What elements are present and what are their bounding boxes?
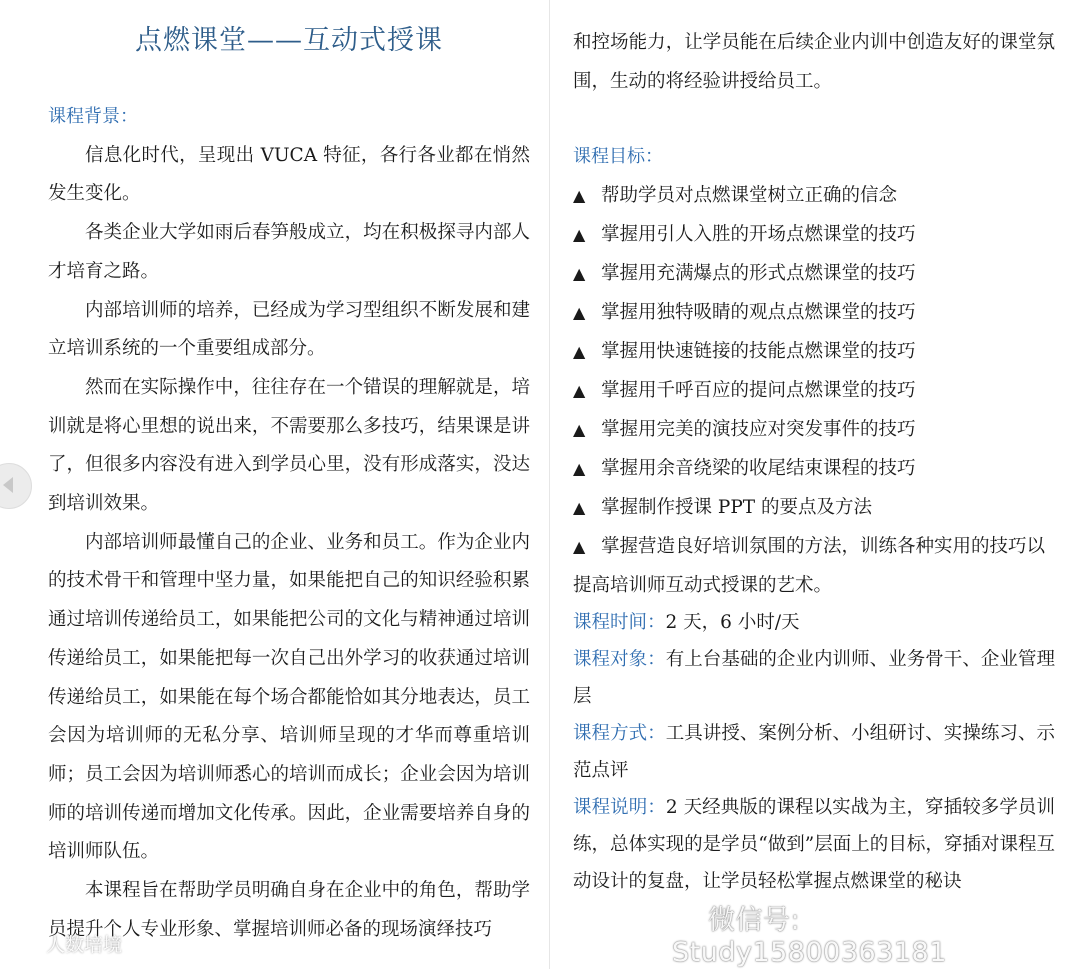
course-time-value: 2 天，6 小时/天 bbox=[665, 612, 800, 633]
background-continuation bbox=[573, 24, 1055, 101]
triangle-bullet-icon: ▲ bbox=[573, 381, 586, 400]
goal-item: ▲ 掌握营造良好培训氛围的方法，训练各种实用的技巧以提高培训师互动式授课的艺术。 bbox=[573, 527, 1055, 605]
background-paragraph: 然而在实际操作中，往往存在一个错误的理解就是，培训就是将心里想的说出来，不需要那么多技巧，结果课是讲了，但很多内容没有进入到学员心里，没有形成落实，没达到培训效果。 bbox=[48, 376, 530, 515]
goal-item: ▲ 掌握用千呼百应的提问点燃课堂的技巧 bbox=[573, 371, 1055, 410]
goal-item: ▲ 掌握用完美的演技应对突发事件的技巧 bbox=[573, 410, 1055, 449]
course-audience bbox=[573, 641, 1055, 715]
wechat-icon bbox=[672, 906, 704, 934]
goal-item: ▲ 掌握用快速链接的技能点燃课堂的技巧 bbox=[573, 332, 1055, 371]
triangle-bullet-icon: ▲ bbox=[573, 420, 586, 439]
triangle-bullet-icon: ▲ bbox=[573, 342, 586, 361]
goals-list bbox=[573, 176, 1055, 605]
course-audience-label: 课程对象： bbox=[573, 649, 666, 670]
course-time-label: 课程时间： bbox=[573, 612, 666, 633]
course-audience-value: 有上台基础的企业内训师、业务骨干、企业管理层 bbox=[573, 649, 1055, 707]
course-method-value: 工具讲授、案例分析、小组研讨、实操练习、示范点评 bbox=[573, 723, 1055, 781]
triangle-bullet-icon: ▲ bbox=[573, 498, 586, 517]
course-time bbox=[573, 604, 1055, 641]
goal-item: ▲ 掌握用引人入胜的开场点燃课堂的技巧 bbox=[573, 215, 1055, 254]
course-note-value: 2 天经典版的课程以实战为主，穿插较多学员训练，总体实现的是学员“做到”层面上的目标，穿插对课程互动设计的复盘，让学员轻松掌握点燃课堂的秘诀 bbox=[573, 797, 1055, 892]
triangle-bullet-icon: ▲ bbox=[573, 303, 586, 322]
page-title: 点燃课堂——互动式授课 bbox=[135, 25, 443, 56]
triangle-bullet-icon: ▲ bbox=[573, 537, 586, 556]
wechat-watermark bbox=[672, 898, 1080, 968]
course-info bbox=[573, 604, 1055, 900]
background-paragraph: 内部培训师的培养，已经成为学习型组织不断发展和建立培训系统的一个重要组成部分。 bbox=[48, 299, 530, 360]
goal-item: ▲ 掌握用充满爆点的形式点燃课堂的技巧 bbox=[573, 254, 1055, 293]
previous-page-button[interactable] bbox=[0, 463, 32, 509]
background-paragraph-continued: 和控场能力，让学员能在后续企业内训中创造友好的课堂氛围，生动的将经验讲授给员工。 bbox=[573, 32, 1055, 92]
triangle-bullet-icon: ▲ bbox=[573, 225, 586, 244]
triangle-bullet-icon: ▲ bbox=[573, 186, 586, 205]
course-note bbox=[573, 789, 1055, 900]
logo-watermark bbox=[6, 930, 122, 957]
goals-heading: 课程目标： bbox=[573, 146, 663, 167]
background-paragraph: 各类企业大学如雨后春笋般成立，均在积极探寻内部人才培育之路。 bbox=[48, 222, 530, 282]
goal-item: ▲ 掌握用独特吸睛的观点点燃课堂的技巧 bbox=[573, 293, 1055, 332]
column-divider bbox=[549, 0, 550, 969]
logo-watermark-text: 人数培境 bbox=[46, 934, 123, 956]
goal-item: ▲ 掌握用余音绕梁的收尾结束课程的技巧 bbox=[573, 449, 1055, 488]
triangle-bullet-icon: ▲ bbox=[573, 264, 586, 283]
wechat-id-text: 微信号: Study15800363181 bbox=[672, 905, 947, 968]
background-paragraph: 信息化时代，呈现出 VUCA 特征，各行各业都在悄然发生变化。 bbox=[48, 144, 530, 205]
logo-icon bbox=[6, 934, 46, 956]
background-heading: 课程背景： bbox=[48, 106, 138, 127]
background-paragraph: 本课程旨在帮助学员明确自身在企业中的角色，帮助学员提升个人专业形象、掌握培训师必备的现场演绎技巧 bbox=[48, 880, 530, 940]
course-method bbox=[573, 715, 1055, 789]
background-section bbox=[48, 98, 530, 949]
goal-item: ▲ 掌握制作授课 PPT 的要点及方法 bbox=[573, 488, 1055, 527]
chevron-left-icon bbox=[1, 475, 15, 495]
course-note-label: 课程说明： bbox=[573, 797, 666, 818]
course-method-label: 课程方式： bbox=[573, 723, 666, 744]
background-paragraph: 内部培训师最懂自己的企业、业务和员工。作为企业内的技术骨干和管理中坚力量，如果能把自己的知识经验积累通过培训传递给员工，如果能把公司的文化与精神通过培训传递给员工，如果能把每一次自己出外学习的收获通过培训传递给员工，如果能在每个场合都能恰如其分地表达，员工会因为培训师的无私分享、培训师呈现的才华而尊重培训师；员工会因为培训师悉心的培训而成长；企业会因为培训师的培训传递而增加文化传承。因此，企业需要培养自身的培训师队伍。 bbox=[48, 531, 530, 863]
triangle-bullet-icon: ▲ bbox=[573, 459, 586, 478]
goal-item: ▲ 帮助学员对点燃课堂树立正确的信念 bbox=[573, 176, 1055, 215]
